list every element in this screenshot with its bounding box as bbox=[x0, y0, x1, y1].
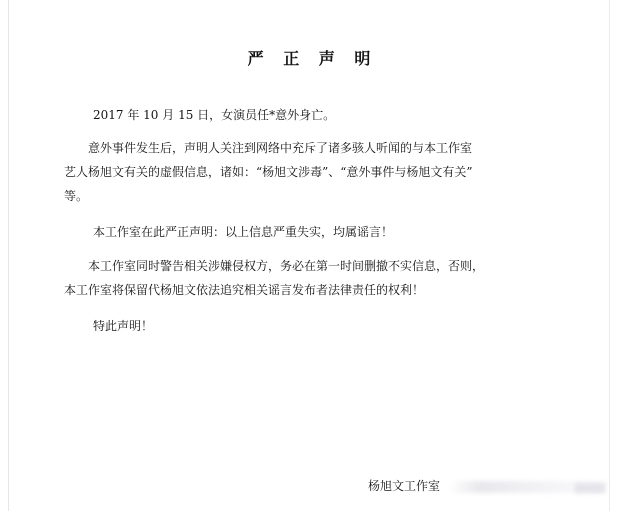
paragraph-line: 2017 年 10 月 15 日，女演员任*意外身亡。 bbox=[93, 108, 336, 122]
paragraph-line: 艺人杨旭文有关的虚假信息，诸如：“杨旭文涉毒”、“意外事件与杨旭文有关” bbox=[64, 165, 473, 179]
paragraph-line: 本工作室同时警告相关涉嫌侵权方，务必在第一时间删撤不实信息，否则， bbox=[64, 259, 485, 273]
paragraph-declaration bbox=[93, 220, 563, 244]
paragraph-line: 意外事件发生后，声明人关注到网络中充斥了诸多骇人听闻的与本工作室 bbox=[64, 141, 473, 155]
paragraph-line: 本工作室将保留代杨旭文依法追究相关谣言发布者法律责任的权利！ bbox=[64, 283, 425, 297]
document-title: 严 正 声 明 bbox=[247, 49, 378, 68]
paragraph-line: 等。 bbox=[64, 189, 89, 203]
page-border-right bbox=[609, 0, 610, 511]
paragraph-warning bbox=[64, 254, 534, 302]
paragraph-line: 本工作室在此严正声明：以上信息严重失实，均属谣言！ bbox=[93, 225, 394, 239]
paragraph-closing bbox=[93, 314, 563, 338]
page-border-left bbox=[8, 0, 9, 511]
paragraph-date bbox=[93, 103, 563, 127]
signature: 杨旭文工作室 bbox=[368, 479, 441, 493]
paragraph-rumors bbox=[64, 136, 534, 208]
watermark-blur bbox=[575, 483, 605, 493]
paragraph-line: 特此声明！ bbox=[93, 319, 154, 333]
